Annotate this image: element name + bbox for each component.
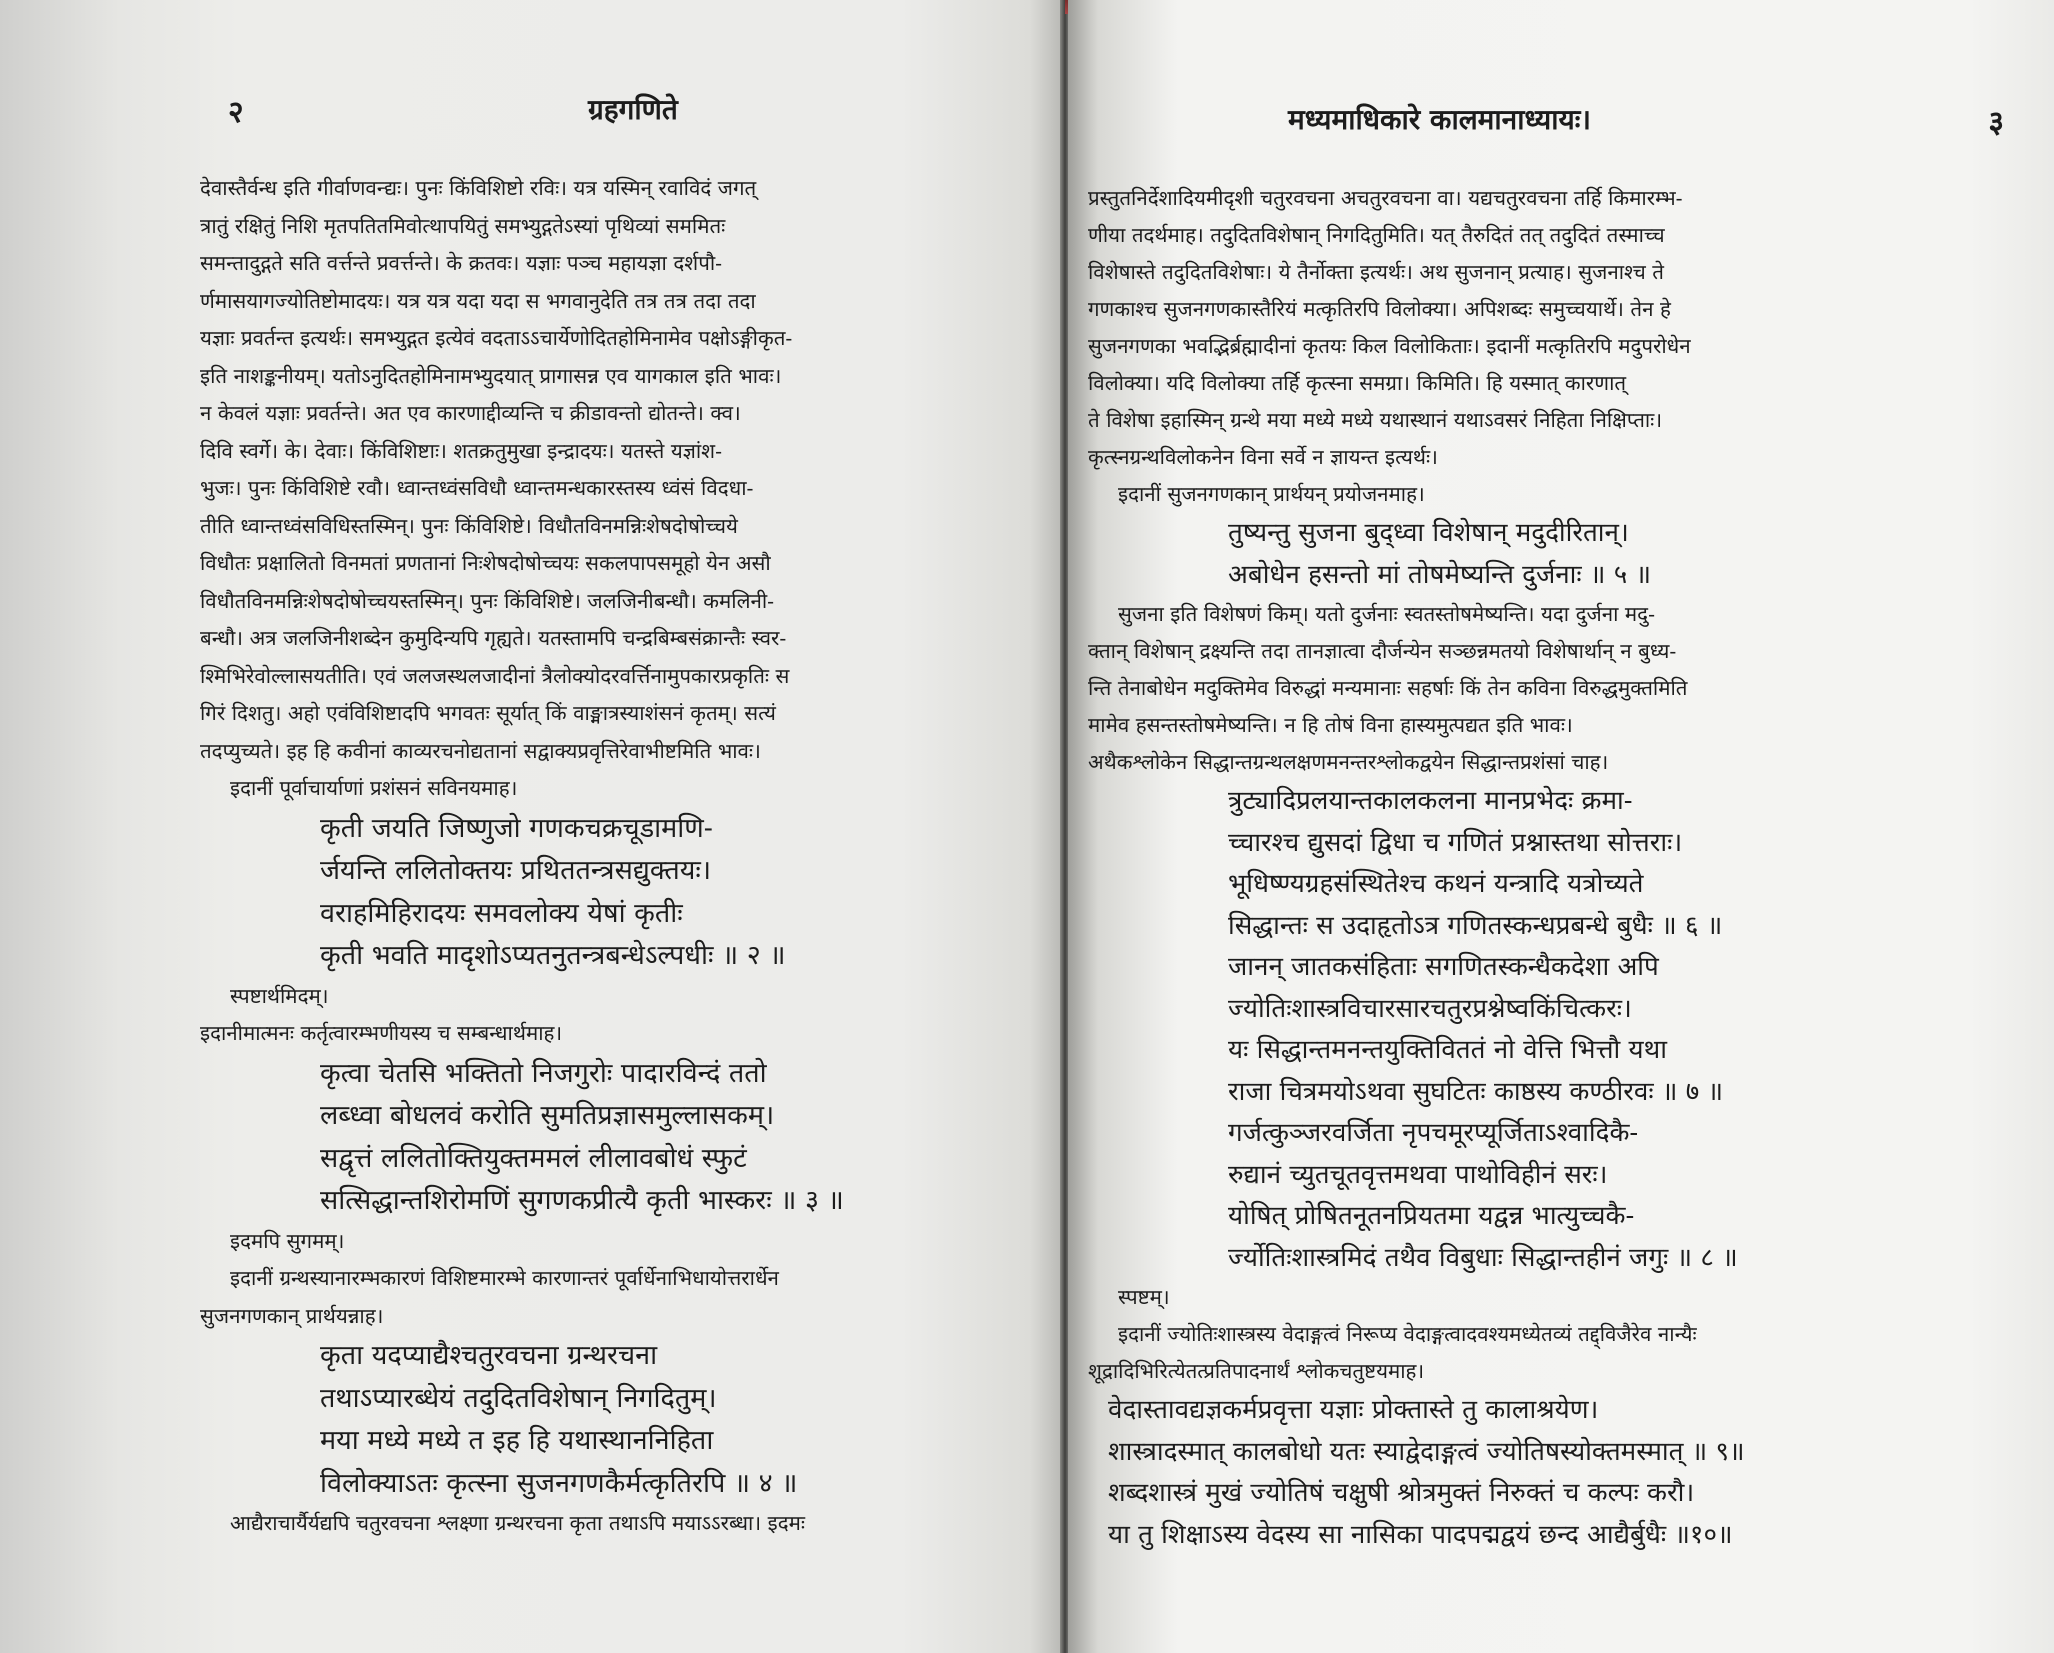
verse-line: योषित् प्रोषितनूतनप्रियतमा यद्वन्न भात्युच्चकै- bbox=[1228, 1201, 1635, 1231]
text-line: क्तान् विशेषान् द्रक्ष्यन्ति तदा तानज्ञात्वा दौर्जन्येन सञ्छन्नमतयो विशेषार्थान् न बुध्य- bbox=[1088, 639, 1677, 663]
verse-line: कृत्वा चेतसि भक्तितो निजगुरोः पादारविन्दं ततो bbox=[320, 1057, 767, 1089]
right-page bbox=[1068, 0, 2054, 1653]
verse-line: सत्सिद्धान्तशिरोमणिं सुगणकप्रीत्यै कृती भास्करः ॥ ३ ॥ bbox=[320, 1185, 844, 1216]
verse-line: विलोक्याऽतः कृत्स्ना सुजनगणकैर्मत्कृतिरपि ॥ ४ ॥ bbox=[320, 1467, 798, 1499]
verse-line: या तु शिक्षाऽस्य वेदस्य सा नासिका पादपद्मद्वयं छन्द आद्यैर्बुधैः ॥१०॥ bbox=[1108, 1519, 1733, 1550]
verse-line: र्जयन्ति ललितोक्तयः प्रथिततन्त्रसद्युक्तयः। bbox=[320, 855, 712, 886]
verse-line: शास्त्रादस्मात् कालबोधो यतः स्याद्वेदाङ्गत्वं ज्योतिषस्योक्तमस्मात् ॥ ९॥ bbox=[1108, 1436, 1745, 1467]
text-line: इदानीं सुजनगणकान् प्रार्थयन् प्रयोजनमाह। bbox=[1118, 482, 1425, 506]
text-line: इदानीमात्मनः कर्तृत्वारम्भणीयस्य च सम्बन्धार्थमाह। bbox=[200, 1021, 563, 1045]
text-line: त्रातुं रक्षितुं निशि मृतपतितमिवोत्थापयितुं समभ्युद्गतेऽस्यां पृथिव्यां सममितः bbox=[200, 213, 726, 238]
right-page-number: ३ bbox=[1988, 105, 2004, 140]
verse-line: कृती भवति मादृशोऽप्यतनुतन्त्रबन्धेऽल्पधीः ॥ २ ॥ bbox=[320, 940, 786, 971]
text-line: समन्तादुद्गते सति वर्त्तन्ते प्रवर्त्तन्ते। के क्रतवः। यज्ञाः पञ्च महायज्ञा दर्शपौ- bbox=[200, 251, 723, 275]
verse-line: च्चारश्च द्युसदां द्विधा च गणितं प्रश्नास्तथा सोत्तराः। bbox=[1228, 827, 1683, 858]
verse-line: त्रुट्यादिप्रलयान्तकालकलना मानप्रभेदः क्रमा- bbox=[1228, 786, 1633, 816]
text-line: सुजना इति विशेषणं किम्। यतो दुर्जनाः स्वतस्तोषमेष्यन्ति। यदा दुर्जना मदु- bbox=[1118, 602, 1655, 626]
text-line: विलोक्या। यदि विलोक्या तर्हि कृत्स्ना समग्रा। किमिति। हि यस्मात् कारणात् bbox=[1088, 371, 1627, 395]
right-body-text bbox=[1088, 180, 2024, 1556]
verse-line: लब्ध्वा बोधलवं करोति सुमतिप्रज्ञासमुल्लासकम्। bbox=[320, 1100, 775, 1131]
text-line: न्ति तेनाबोधेन मदुक्तिमेव विरुद्धां मन्यमानाः सहर्षाः किं तेन कविना विरुद्धमुक्तमिति bbox=[1088, 676, 1688, 700]
text-line: सुजनगणकान् प्रार्थयन्नाह। bbox=[200, 1303, 384, 1328]
text-line: णीया तदर्थमाह। तदुदितविशेषान् निगदितुमिति। यत् तैरुदितं तत् तदुदितं तस्माच्च bbox=[1088, 223, 1665, 247]
text-line: यज्ञाः प्रवर्तन्त इत्यर्थः। समभ्युद्गत इत्येवं वदताऽऽचार्येणोदितहोमिनामेव पक्षोऽङ्गीकृत- bbox=[200, 326, 793, 350]
text-line: इदानीं पूर्वाचार्याणां प्रशंसनं सविनयमाह। bbox=[230, 776, 518, 800]
text-line: शूद्रादिभिरित्येतत्प्रतिपादनार्थं श्लोकचतुष्टयमाह। bbox=[1088, 1359, 1425, 1383]
text-line: स्पष्टार्थमिदम्। bbox=[230, 983, 329, 1008]
text-line: मामेव हसन्तस्तोषमेष्यन्ति। न हि तोषं विना हास्यमुत्पद्यत इति भावः। bbox=[1088, 713, 1573, 737]
verse-line: भूधिष्ण्यग्रहसंस्थितेश्च कथनं यन्त्रादि यत्रोच्यते bbox=[1228, 869, 1644, 899]
verse-line: राजा चित्रमयोऽथवा सुघटितः काष्ठस्य कण्ठीरवः ॥ ७ ॥ bbox=[1228, 1076, 1724, 1107]
verse-line: अबोधेन हसन्तो मां तोषमेष्यन्ति दुर्जनाः ॥ ५ ॥ bbox=[1228, 559, 1652, 590]
verse-line: कृता यदप्याद्यैश्चतुरवचना ग्रन्थरचना bbox=[320, 1340, 658, 1371]
text-line: कृत्स्नग्रन्थविलोकनेन विना सर्वे न ज्ञायन्त इत्यर्थः। bbox=[1088, 445, 1438, 469]
text-line: प्रस्तुतनिर्देशादियमीदृशी चतुरवचना अचतुरवचना वा। यद्यचतुरवचना तर्हि किमारम्भ- bbox=[1088, 186, 1683, 210]
text-line: गणकाश्च सुजनगणकास्तैरियं मत्कृतिरपि विलोक्या। अपिशब्दः समुच्चयार्थे। तेन हे bbox=[1088, 297, 1671, 321]
text-line: दिवि स्वर्गे। के। देवाः। किंविशिष्टाः। शतक्रतुमुखा इन्द्रादयः। यतस्ते यज्ञांश- bbox=[200, 438, 723, 463]
text-line: गिरं दिशतु। अहो एवंविशिष्टादपि भगवतः सूर्यात् किं वाङ्मात्रस्याशंसनं कृतम्। सत्यं bbox=[200, 701, 776, 725]
verse-line: जानन् जातकसंहिताः सगणितस्कन्धैकदेशा अपि bbox=[1228, 952, 1659, 982]
text-line: सुजनगणका भवद्भिर्ब्रह्मादीनां कृतयः किल विलोकिताः। इदानीं मत्कृतिरपि मदुपरोधेन bbox=[1088, 334, 1691, 358]
verse-line: सद्वृत्तं ललितोक्तियुक्तममलं लीलावबोधं स्फुटं bbox=[320, 1142, 747, 1174]
text-line: अथैकश्लोकेन सिद्धान्तग्रन्थलक्षणमनन्तरश्लोकद्वयेन सिद्धान्तप्रशंसां चाह। bbox=[1088, 750, 1609, 774]
text-line: ते विशेषा इहास्मिन् ग्रन्थे मया मध्ये मध्ये यथास्थानं यथाऽवसरं निहिता निक्षिप्ताः। bbox=[1088, 408, 1663, 432]
verse-line: ज्योतिःशास्त्रविचारसारचतुरप्रश्नेष्वकिंचित्करः। bbox=[1228, 993, 1632, 1024]
right-header bbox=[1088, 100, 2024, 158]
verse-line: वराहमिहिरादयः समवलोक्य येषां कृतीः bbox=[320, 897, 683, 929]
text-line: विधौतविनमन्निःशेषदोषोच्चयस्तस्मिन्। पुनः किंविशिष्टे। जलजिनीबन्धौ। कमलिनी- bbox=[200, 588, 775, 613]
text-line: बन्धौ। अत्र जलजिनीशब्देन कुमुदिन्यपि गृह्यते। यतस्तामपि चन्द्रबिम्बसंक्रान्तैः स्वर- bbox=[200, 626, 787, 650]
text-line: स्पष्टम्। bbox=[1118, 1285, 1170, 1309]
verse-line: यः सिद्धान्तमनन्तयुक्तिविततं नो वेत्ति भित्तौ यथा bbox=[1228, 1035, 1667, 1065]
verse-line: सिद्धान्तः स उदाहृतोऽत्र गणितस्कन्धप्रबन्धे बुधैः ॥ ६ ॥ bbox=[1228, 910, 1723, 941]
text-line: तदप्युच्यते। इह हि कवीनां काव्यरचनोद्यतानां सद्वाक्यप्रवृत्तिरेवाभीष्टमिति भावः। bbox=[200, 738, 761, 763]
text-line: भुजः। पुनः किंविशिष्टे रवौ। ध्वान्तध्वंसविधौ ध्वान्तमन्धकारस्तस्य ध्वंसं विदधा- bbox=[200, 476, 754, 500]
left-page-number: २ bbox=[228, 95, 244, 130]
text-line: श्मिभिरेवोल्लासयतीति। एवं जलजस्थलजादीनां त्रैलोक्योदरवर्त्तिनामुपकारप्रकृतिः स bbox=[200, 663, 790, 688]
verse-line: वेदास्तावद्यज्ञकर्मप्रवृत्ता यज्ञाः प्रोक्तास्ते तु कालाश्रयेण। bbox=[1108, 1395, 1599, 1425]
text-line: र्णमासयागज्योतिष्टोमादयः। यत्र यत्र यदा यदा स भगवानुदेति तत्र तत्र तदा तदा bbox=[200, 288, 756, 313]
text-line: इदानीं ज्योतिःशास्त्रस्य वेदाङ्गत्वं निरूप्य वेदाङ्गत्वादवश्यमध्येतव्यं तद्द्विजैरेव नान्यैः bbox=[1118, 1322, 1697, 1346]
text-line: तीति ध्वान्तध्वंसविधिस्तस्मिन्। पुनः किंविशिष्टे। विधौतविनमन्निःशेषदोषोच्चये bbox=[200, 513, 738, 538]
verse-line: तथाऽप्यारब्धेयं तदुदितविशेषान् निगदितुम्। bbox=[320, 1382, 717, 1414]
text-line: इदानीं ग्रन्थस्यानारम्भकारणं विशिष्टमारम्भे कारणान्तरं पूर्वार्धेनाभिधायोत्तरार्धेन bbox=[230, 1266, 779, 1290]
verse-line: तुष्यन्तु सुजना बुद्ध्वा विशेषान् मदुदीरितान्। bbox=[1228, 518, 1629, 548]
text-line: विशेषास्ते तदुदितविशेषाः। ये तैर्नोक्ता इत्यर्थः। अथ सुजनान् प्रत्याह। सुजनाश्च ते bbox=[1088, 260, 1664, 284]
verse-line: गर्जत्कुञ्जरवर्जिता नृपचमूरप्यूर्जिताऽश्वादिकै- bbox=[1228, 1118, 1639, 1148]
verse-line: शब्दशास्त्रं मुखं ज्योतिषं चक्षुषी श्रोत्रमुक्तं निरुक्तं च कल्पः करौ। bbox=[1108, 1478, 1695, 1508]
verse-line: कृती जयति जिष्णुजो गणकचक्रचूडामणि- bbox=[320, 812, 713, 844]
verse-line: र्ज्योतिःशास्त्रमिदं तथैव विबुधाः सिद्धान्तहीनं जगुः ॥ ८ ॥ bbox=[1228, 1242, 1738, 1273]
text-line: इति नाशङ्कनीयम्। यतोऽनुदितहोमिनामभ्युदयात् प्रागासन्न एव यागकाल इति भावः। bbox=[200, 363, 782, 388]
text-line: देवास्तैर्वन्ध इति गीर्वाणवन्द्यः। पुनः किंविशिष्टो रविः। यत्र यस्मिन् रवाविदं जगत् bbox=[200, 176, 757, 200]
text-line: विधौतः प्रक्षालितो विनमतां प्रणतानां निःशेषदोषोच्चयः सकलपापसमूहो येन असौ bbox=[200, 551, 771, 575]
verse-line: रुद्यानं च्युतचूतवृत्तमथवा पाथोविहीनं सरः। bbox=[1228, 1159, 1608, 1190]
text-line: न केवलं यज्ञाः प्रवर्तन्ते। अत एव कारणाद्दीव्यन्ति च क्रीडावन्तो द्योतन्ते। क्व। bbox=[200, 401, 741, 425]
text-line: आद्यैराचार्यैर्यद्यपि चतुरवचना श्लक्ष्णा ग्रन्थरचना कृता तथाऽपि मयाऽऽरब्धा। इदमः bbox=[230, 1511, 805, 1535]
verse-line: मया मध्ये मध्ये त इह हि यथास्थाननिहिता bbox=[320, 1425, 714, 1456]
text-line: इदमपि सुगमम्। bbox=[230, 1228, 345, 1253]
left-header bbox=[200, 90, 1046, 148]
right-running-title: मध्यमाधिकारे कालमानाध्यायः। bbox=[1288, 103, 1591, 136]
left-body-text bbox=[200, 170, 1046, 1543]
left-running-title: ग्रहगणिते bbox=[588, 93, 678, 126]
